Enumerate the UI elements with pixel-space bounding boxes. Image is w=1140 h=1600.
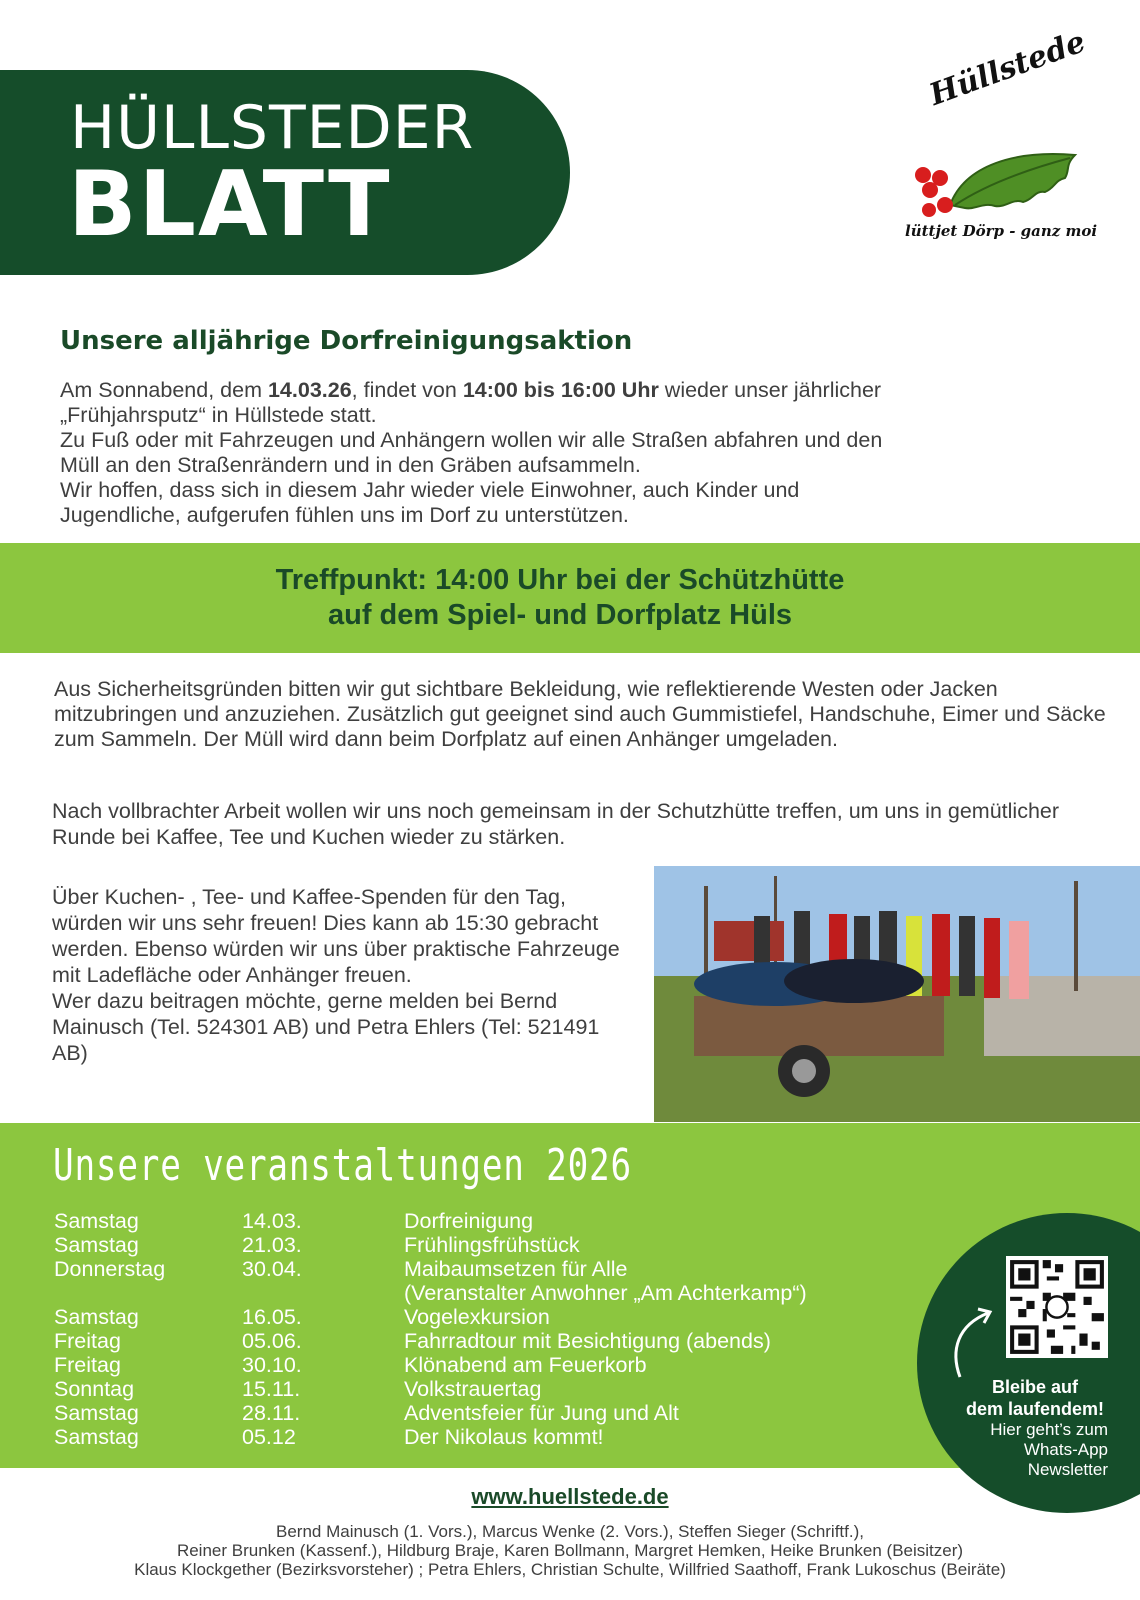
event-day: Samstag [54, 1425, 139, 1449]
intro-line: Müll an den Straßenrändern und in den Gräben aufsammeln. [60, 453, 641, 477]
event-day [54, 1281, 242, 1305]
newsletter-sub-line: Newsletter [1027, 1460, 1108, 1479]
event-day: Samstag [54, 1401, 139, 1425]
logo-title: Hüllstede [925, 24, 1091, 113]
hullstede-logo [905, 24, 1105, 250]
event-row [54, 1233, 894, 1257]
curved-arrow-icon [950, 1305, 1000, 1380]
event-row [54, 1257, 894, 1281]
event-name: Klönabend am Feuerkorb [404, 1353, 647, 1377]
event-name: Vogelexkursion [404, 1305, 550, 1329]
board-line: Reiner Brunken (Kassenf.), Hildburg Braje, Karen Bollmann, Margret Hemken, Heike Brunken (Beisitzer) [176, 1541, 964, 1560]
event-row [54, 1305, 894, 1329]
safety-paragraph: Aus Sicherheitsgründen bitten wir gut sichtbare Bekleidung, wie reflektierende Westen oder Jacken mitzubringen und anzuziehen. Zusätzlich gut geeignet sind auch Gummistiefel, Handschuhe, Eimer und Säcke zum Sammeln. Der Müll wird dann beim Dorfplatz auf einen Anhänger umgeladen. [54, 677, 1106, 751]
intro-text: wieder unser jährlicher [658, 378, 882, 402]
event-date: 05.12 [242, 1425, 296, 1449]
event-row [54, 1209, 894, 1233]
event-day: Samstag [54, 1209, 139, 1233]
events-list [54, 1209, 894, 1449]
event-date: 14.03.26 [267, 378, 352, 402]
newsletter-heading-line: dem laufendem! [965, 1399, 1105, 1419]
board-line: Klaus Klockgether (Bezirksvorsteher) ; Petra Ehlers, Christian Schulte, Willfried Saathoff, Frank Lukoschus (Beiräte) [134, 1560, 1006, 1579]
event-day: Samstag [54, 1305, 139, 1329]
intro-line: Zu Fuß oder mit Fahrzeugen und Anhängern wollen wir alle Straßen abfahren und den [60, 428, 883, 452]
intro-line: Jugendliche, aufgerufen fühlen uns im Dorf zu unterstützen. [60, 503, 629, 527]
event-row [54, 1425, 894, 1449]
meeting-point [0, 563, 1120, 633]
event-date: 05.06. [242, 1329, 302, 1353]
event-date: 30.10. [242, 1353, 302, 1377]
event-date: 30.04. [242, 1257, 302, 1281]
event-day: Samstag [54, 1233, 139, 1257]
newsletter-subtext [958, 1420, 1108, 1480]
section-title: Unsere alljährige Dorfreinigungsaktion [60, 326, 633, 356]
newsletter-heading [940, 1376, 1130, 1420]
event-name: Adventsfeier für Jung und Alt [404, 1401, 679, 1425]
donations-contact: Wer dazu beitragen möchte, gerne melden bei Bernd Mainusch (Tel. 524301 AB) und Petra Ehlers (Tel: 521491 AB) [52, 989, 600, 1065]
event-name: Dorfreinigung [404, 1209, 534, 1233]
event-row [54, 1401, 894, 1425]
event-row [54, 1353, 894, 1377]
event-date: 28.11. [242, 1401, 301, 1425]
event-day: Freitag [54, 1329, 121, 1353]
donations-text: Über Kuchen- , Tee- und Kaffee-Spenden für den Tag, würden wir uns sehr freuen! Dies kann ab 15:30 gebracht werden. Ebenso würden wir uns über praktische Fahrzeuge mit Ladefläche oder Anhänger freuen. [52, 885, 620, 987]
event-day: Sonntag [54, 1377, 135, 1401]
holly-icon [905, 110, 1105, 230]
newsletter-sub-line: Whats-App [1023, 1440, 1108, 1459]
event-name: Frühlingsfrühstück [404, 1233, 580, 1257]
event-date: 21.03. [242, 1233, 302, 1257]
logo-motto: lüttjet Dörp - ganz moi [905, 222, 1098, 240]
intro-text: Am Sonnabend, dem [60, 378, 268, 402]
event-row [54, 1377, 894, 1401]
event-name: (Veranstalter Anwohner „Am Achterkamp“) [404, 1281, 807, 1305]
event-day: Donnerstag [54, 1257, 166, 1281]
board-line: Bernd Mainusch (1. Vors.), Marcus Wenke (2. Vors.), Steffen Sieger (Schriftf.), [276, 1522, 864, 1541]
title-line-1: HÜLLSTEDER [70, 93, 475, 163]
event-date: 16.05. [242, 1305, 302, 1329]
donations-paragraph [52, 884, 632, 1066]
newsletter-sub-line: Hier geht’s zum [990, 1420, 1108, 1439]
event-day: Freitag [54, 1353, 121, 1377]
event-name: Volkstrauertag [404, 1377, 542, 1401]
meeting-point-line: auf dem Spiel- und Dorfplatz Hüls [327, 599, 792, 631]
intro-text: , findet von [351, 378, 463, 402]
newsletter-heading-line: Bleibe auf [991, 1377, 1079, 1397]
event-date: 14.03. [242, 1209, 302, 1233]
group-photo [654, 866, 1140, 1122]
board-members [0, 1522, 1140, 1579]
event-date: 15.11. [242, 1377, 301, 1401]
event-date [242, 1281, 404, 1305]
events-title: Unsere veranstaltungen 2026 [53, 1140, 632, 1191]
event-time: 14:00 bis 16:00 Uhr [462, 378, 659, 402]
title-line-2: BLATT [68, 152, 392, 257]
whatsapp-qr-code[interactable] [1006, 1256, 1108, 1358]
intro-line: Wir hoffen, dass sich in diesem Jahr wieder viele Einwohner, auch Kinder und [60, 478, 800, 502]
event-row [54, 1329, 894, 1353]
event-name: Der Nikolaus kommt! [404, 1425, 604, 1449]
intro-paragraph [60, 378, 1100, 528]
event-row [54, 1281, 894, 1305]
after-work-paragraph: Nach vollbrachter Arbeit wollen wir uns noch gemeinsam in der Schutzhütte treffen, um uns in gemütlicher Runde bei Kaffee, Tee und Kuchen wieder zu stärken. [52, 799, 1060, 849]
website-link[interactable]: www.huellstede.de [471, 1484, 669, 1509]
event-name: Fahrradtour mit Besichtigung (abends) [404, 1329, 771, 1353]
meeting-point-line: Treffpunkt: 14:00 Uhr bei der Schützhütte [275, 564, 845, 596]
intro-line: „Frühjahrsputz“ in Hüllstede statt. [60, 403, 377, 427]
event-name: Maibaumsetzen für Alle [404, 1257, 628, 1281]
